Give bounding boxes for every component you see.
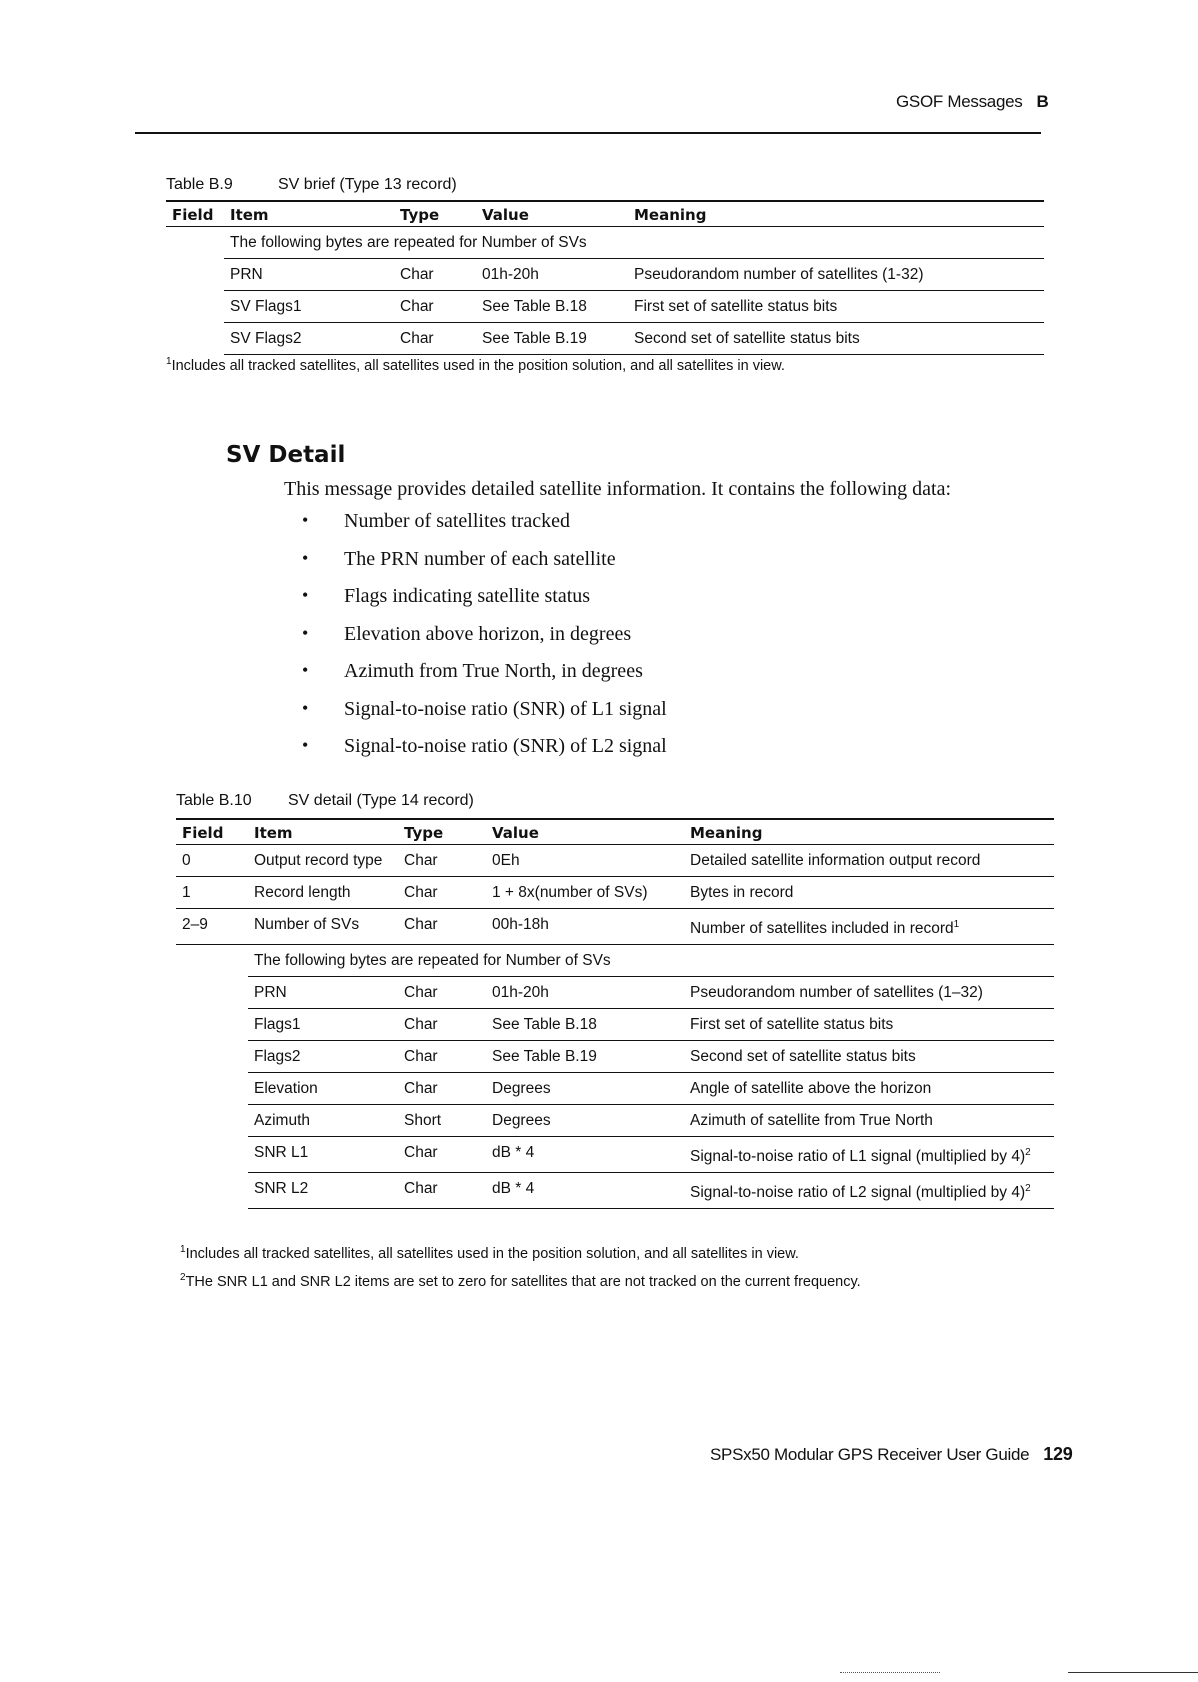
meaning-cell: Number of satellites included in record$^1$ [684, 909, 1054, 945]
field-cell [176, 1041, 248, 1073]
item-cell: Flags2 [248, 1041, 398, 1073]
footnote-ref: 2 [1025, 1183, 1031, 1195]
table-b10-header [176, 819, 1054, 845]
field-cell: 1 [176, 877, 248, 909]
item-cell: Record length [248, 877, 398, 909]
bullet-list [296, 510, 667, 773]
field-cell [166, 227, 224, 259]
type-cell: Char [398, 977, 486, 1009]
field-cell: 0 [176, 845, 248, 877]
value-cell: 0Eh [486, 845, 684, 877]
meaning-cell: Azimuth of satellite from True North [684, 1105, 1054, 1137]
column-header: Field [166, 201, 224, 227]
column-header: Item [248, 819, 398, 845]
value-cell: 1 + 8x(number of SVs) [486, 877, 684, 909]
table-row [176, 1009, 1054, 1041]
footnote-text: THe SNR L1 and SNR L2 items are set to zero for satellites that are not tracked on the current frequency. [185, 1273, 861, 1290]
table-row [166, 291, 1044, 323]
table-row [176, 1041, 1054, 1073]
value-cell: Degrees [486, 1105, 684, 1137]
table-row [176, 977, 1054, 1009]
bullet-item: • The PRN number of each satellite [296, 548, 667, 586]
field-cell [176, 1073, 248, 1105]
table-row [176, 1173, 1054, 1209]
type-cell: Char [398, 845, 486, 877]
item-cell: PRN [224, 259, 394, 291]
field-cell [176, 977, 248, 1009]
bullet-item: • Number of satellites tracked [296, 510, 667, 548]
type-cell: Char [398, 909, 486, 945]
field-cell [176, 1105, 248, 1137]
type-cell: Char [398, 877, 486, 909]
table-b9-footnote [166, 356, 785, 374]
section-intro: This message provides detailed satellite information. It contains the following data: [284, 478, 952, 500]
scan-artifact [840, 1672, 940, 1674]
item-cell: SNR L2 [248, 1173, 398, 1209]
bullet-item: • Elevation above horizon, in degrees [296, 623, 667, 661]
table-row [176, 909, 1054, 945]
field-cell [166, 291, 224, 323]
header-rule [135, 132, 1041, 134]
table-b9-number: Table B.9 [166, 176, 233, 193]
type-cell: Char [394, 259, 476, 291]
type-cell: Char [394, 291, 476, 323]
meaning-cell: Second set of satellite status bits [684, 1041, 1054, 1073]
table-row [176, 1137, 1054, 1173]
value-cell: 00h-18h [486, 909, 684, 945]
type-cell: Char [398, 1041, 486, 1073]
header-section: GSOF Messages [896, 92, 1023, 111]
footnote-ref: 2 [1025, 1147, 1031, 1159]
meaning-cell: Pseudorandom number of satellites (1–32) [684, 977, 1054, 1009]
value-cell: See Table B.19 [476, 323, 628, 355]
item-cell: Azimuth [248, 1105, 398, 1137]
table-b10-title: SV detail (Type 14 record) [288, 792, 474, 809]
value-cell: dB * 4 [486, 1173, 684, 1209]
table-b9-header [166, 201, 1044, 227]
type-cell: Char [398, 1173, 486, 1209]
running-header [896, 92, 1048, 112]
table-row [176, 945, 1054, 977]
field-cell [176, 1173, 248, 1209]
item-cell: PRN [248, 977, 398, 1009]
meaning-cell: Angle of satellite above the horizon [684, 1073, 1054, 1105]
running-footer [710, 1444, 1072, 1465]
column-header: Meaning [628, 201, 1044, 227]
column-header: Type [394, 201, 476, 227]
value-cell: 01h-20h [486, 977, 684, 1009]
item-cell: Flags1 [248, 1009, 398, 1041]
footnote-mark: 1 [166, 356, 172, 367]
value-cell: See Table B.18 [476, 291, 628, 323]
footnote-text: Includes all tracked satellites, all satellites used in the position solution, and all satellites in view. [185, 1245, 799, 1262]
table-b10 [176, 818, 1054, 1209]
meaning-cell: First set of satellite status bits [628, 291, 1044, 323]
meaning-cell: Pseudorandom number of satellites (1-32) [628, 259, 1044, 291]
item-cell: SNR L1 [248, 1137, 398, 1173]
table-row [166, 259, 1044, 291]
footer-guide: SPSx50 Modular GPS Receiver User Guide [710, 1445, 1030, 1464]
column-header: Value [486, 819, 684, 845]
table-b10-caption [176, 792, 474, 810]
type-cell: Short [398, 1105, 486, 1137]
bullet-item: • Azimuth from True North, in degrees [296, 660, 667, 698]
repeat-note: The following bytes are repeated for Number of SVs [224, 227, 1044, 259]
field-cell [166, 323, 224, 355]
bullet-item: • Signal-to-noise ratio (SNR) of L2 signal [296, 735, 667, 773]
table-row [176, 845, 1054, 877]
column-header: Field [176, 819, 248, 845]
bullet-item: • Flags indicating satellite status [296, 585, 667, 623]
field-cell: 2–9 [176, 909, 248, 945]
value-cell: dB * 4 [486, 1137, 684, 1173]
field-cell [176, 1009, 248, 1041]
type-cell: Char [398, 1009, 486, 1041]
type-cell: Char [394, 323, 476, 355]
field-cell [176, 1137, 248, 1173]
meaning-cell: First set of satellite status bits [684, 1009, 1054, 1041]
table-row [176, 877, 1054, 909]
footnote-ref: 1 [953, 919, 960, 930]
table-row [176, 1105, 1054, 1137]
item-cell: Elevation [248, 1073, 398, 1105]
field-cell [166, 259, 224, 291]
footnote [180, 1272, 861, 1290]
item-cell: SV Flags2 [224, 323, 394, 355]
meaning-cell: Detailed satellite information output record [684, 845, 1054, 877]
column-header: Value [476, 201, 628, 227]
footnote-mark: 1 [180, 1244, 186, 1255]
table-b10-number: Table B.10 [176, 792, 252, 809]
column-header: Item [224, 201, 394, 227]
table-b9-caption [166, 176, 457, 194]
item-cell: Output record type [248, 845, 398, 877]
table-row [176, 1073, 1054, 1105]
column-header: Meaning [684, 819, 1054, 845]
meaning-cell: Second set of satellite status bits [628, 323, 1044, 355]
meaning-cell: Bytes in record [684, 877, 1054, 909]
footnote-text: Includes all tracked satellites, all satellites used in the position solution, and all satellites in view. [171, 357, 785, 374]
value-cell: 01h-20h [476, 259, 628, 291]
header-chapter: B [1036, 92, 1049, 111]
value-cell: See Table B.19 [486, 1041, 684, 1073]
bullet-item: • Signal-to-noise ratio (SNR) of L1 signal [296, 698, 667, 736]
meaning-cell: Signal-to-noise ratio of L2 signal (multiplied by 4)$^2$ [684, 1173, 1054, 1209]
item-cell: Number of SVs [248, 909, 398, 945]
table-row [166, 227, 1044, 259]
footnote [180, 1244, 799, 1262]
meaning-cell: Signal-to-noise ratio of L1 signal (multiplied by 4)$^2$ [684, 1137, 1054, 1173]
column-header: Type [398, 819, 486, 845]
value-cell: See Table B.18 [486, 1009, 684, 1041]
scan-artifact [1068, 1672, 1198, 1673]
table-row [166, 323, 1044, 355]
repeat-note: The following bytes are repeated for Number of SVs [248, 945, 1054, 977]
table-b9-title: SV brief (Type 13 record) [278, 176, 457, 193]
footnote-mark: 2 [180, 1272, 186, 1283]
type-cell: Char [398, 1073, 486, 1105]
field-cell [176, 945, 248, 977]
page-number: 129 [1043, 1444, 1073, 1464]
table-b9 [166, 200, 1044, 355]
value-cell: Degrees [486, 1073, 684, 1105]
item-cell: SV Flags1 [224, 291, 394, 323]
section-title: SV Detail [226, 442, 346, 468]
type-cell: Char [398, 1137, 486, 1173]
